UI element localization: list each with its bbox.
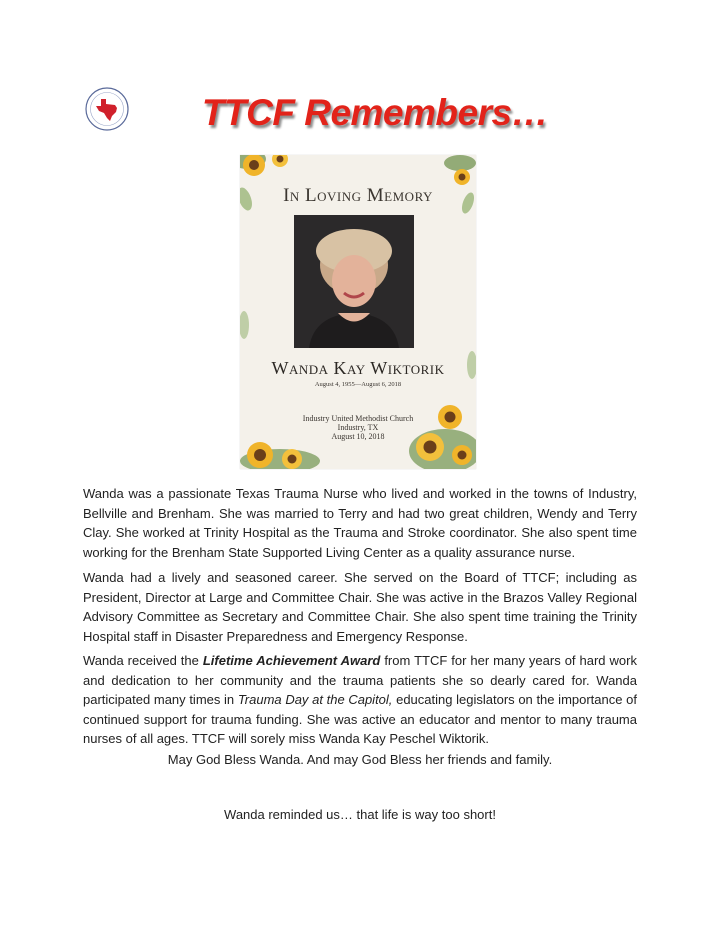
paragraph-3 — [83, 651, 637, 749]
service-date: August 10, 2018 — [331, 432, 385, 441]
memorial-service-info — [240, 414, 476, 441]
portrait-photo — [294, 215, 414, 348]
paragraph-1: Wanda was a passionate Texas Trauma Nurse who lived and worked in the towns of Industry, Bellville and Brenham. She was married to Terry and had two great children, Wendy and Terry Clay. She worked at Trinity Hospital as the Trauma and Stroke coordinator. She also spent time working for the Brenham State Supported Living Center as a quality assurance nurse. — [83, 486, 637, 560]
portrait-icon — [294, 215, 414, 348]
church-name: Industry United Methodist Church — [302, 414, 414, 423]
blessing-line: May God Bless Wanda. And may God Bless her friends and family. — [167, 752, 553, 767]
award-name: Lifetime Achievement Award — [202, 653, 381, 668]
paragraph-3-part-1: Wanda received the — [83, 653, 203, 668]
ttcf-texas-logo-icon — [84, 86, 130, 132]
church-location: Industry, TX — [337, 423, 379, 432]
closing-line: Wanda reminded us… that life is way too short! — [224, 807, 496, 822]
memorial-dates: August 4, 1955—August 6, 2018 — [314, 381, 402, 388]
paragraph-3-part-2: from TTCF for her many years of hard work and dedication to her community and the trauma patients she so dearly cared for. Wanda participated many times in — [83, 653, 637, 707]
memorial-card-image — [240, 155, 476, 469]
ttcf-logo — [84, 86, 130, 132]
event-name: Trauma Day at the Capitol, — [237, 692, 393, 707]
paragraph-2: Wanda had a lively and seasoned career. She served on the Board of TTCF; including as President, Director at Large and Committee Chair. She was active in the Brazos Valley Regional Advisory Committee as Secretary and Committee Chair. She also spent time training the Trinity Hospital staff in Disaster Preparedness and Emergency Response. — [83, 570, 637, 644]
memorial-name: Wanda Kay Wiktorik — [271, 358, 445, 378]
memorial-heading: In Loving Memory — [283, 185, 433, 206]
page-title: TTCF Remembers… — [201, 92, 549, 133]
paragraph-3-part-3: educating legislators on the importance of continued support for trauma funding. She was active an educator and mentor to many trauma nurses of all ages. TTCF will sorely miss Wanda Kay Peschel Wiktorik. — [83, 692, 637, 746]
